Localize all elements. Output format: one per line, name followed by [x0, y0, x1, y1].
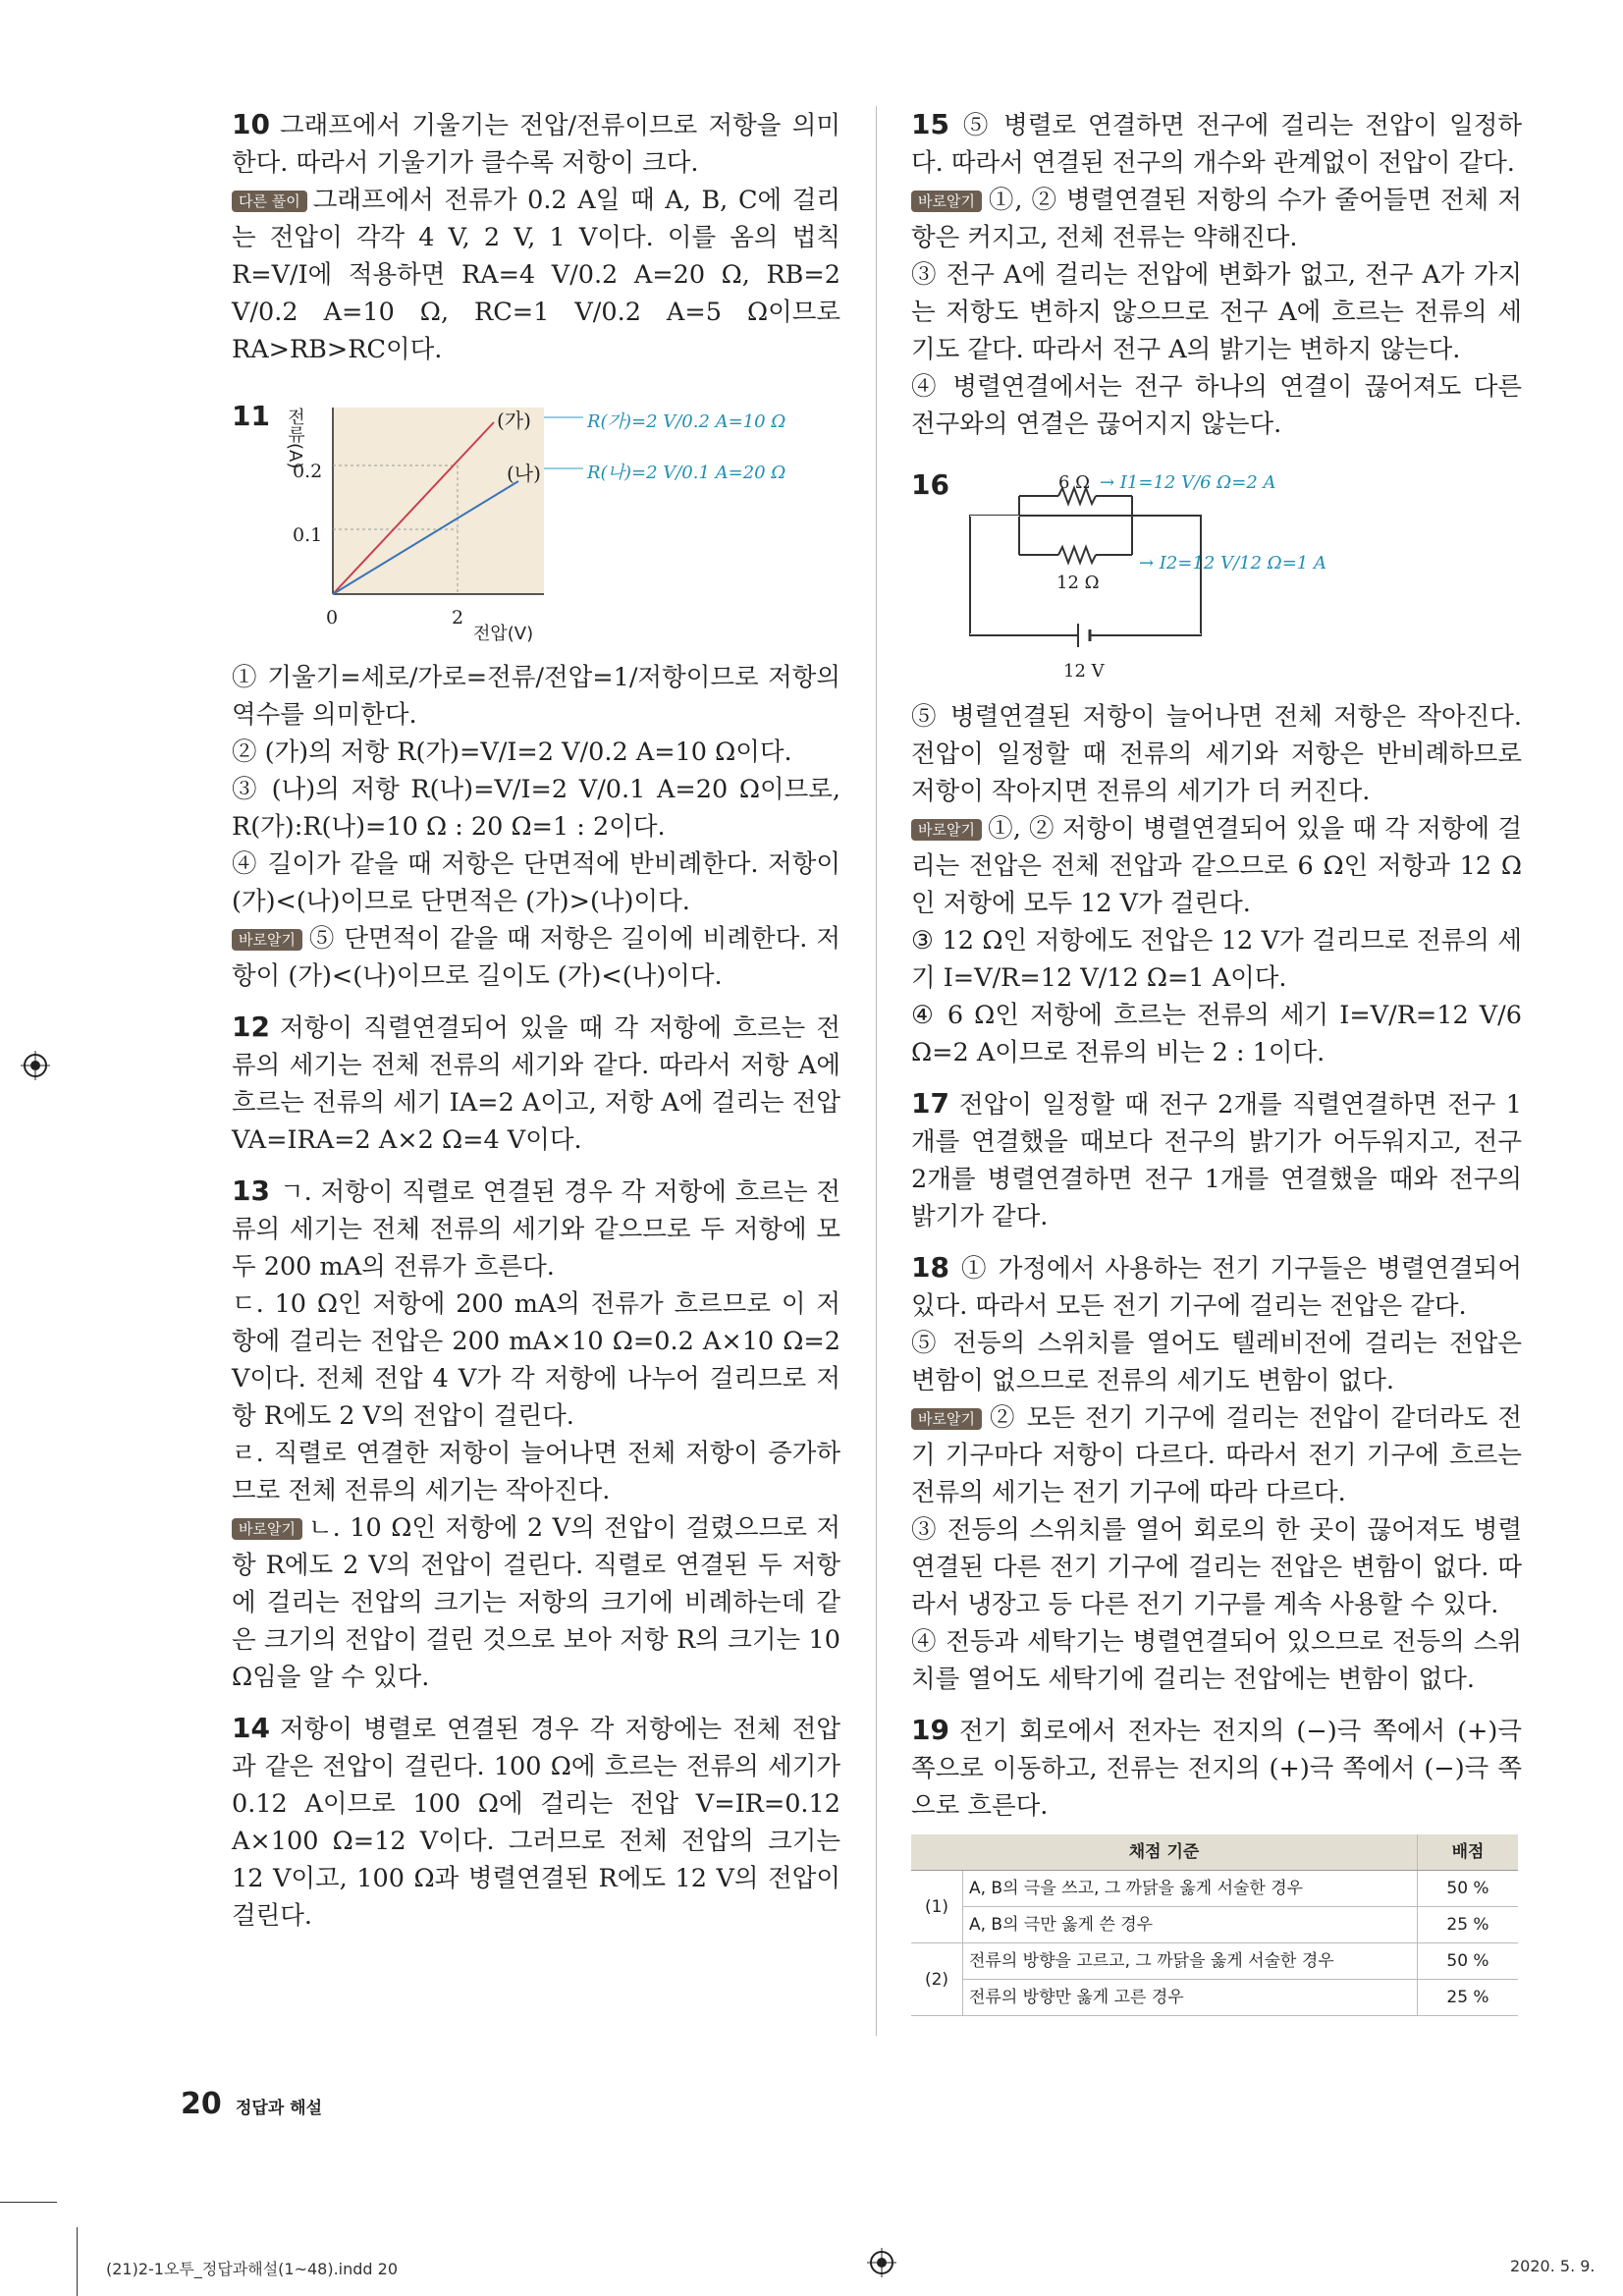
answer-text: ③ 전구 A에 걸리는 전압에 변화가 없고, 전구 A가 가지는 저항도 변하지 않으므로 전구 A에 흐르는 전류의 세기도 같다. 따라서 전구 A의 밝기는 변하지 않는다. [911, 260, 1522, 364]
question-number: 14 [232, 1712, 270, 1744]
table-row [911, 1907, 1518, 1943]
question-number: 13 [232, 1175, 270, 1207]
question-number: 12 [232, 1011, 270, 1043]
correction-tag: 바로알기 [232, 1518, 302, 1540]
correction-tag: 바로알기 [911, 819, 982, 841]
line-na-label: (나) [507, 462, 541, 485]
answer-19 [911, 1712, 1522, 2016]
alt-solution-tag: 다른 풀이 [232, 191, 307, 212]
origin-label: 0 [326, 607, 339, 629]
answer-text: ⑤ 단면적이 같을 때 저항은 길이에 비례한다. 저항이 (가)<(나)이므로 길이도 (가)<(나)이다. [232, 924, 840, 991]
answer-text: 그래프에서 기울기는 전압/전류이므로 저항을 의미한다. 따라서 기울기가 클수록 저항이 크다. [232, 111, 840, 178]
answer-13 [232, 1173, 840, 1696]
line-ga-label: (가) [497, 409, 531, 432]
question-number: 10 [232, 108, 270, 140]
answer-text: ⑤ 병렬로 연결하면 전구에 걸리는 전압이 일정하다. 따라서 연결된 전구의 개수와 관계없이 전압이 같다. [911, 111, 1522, 178]
answer-text: ① 기울기=세로/가로=전류/전압=1/저항이므로 저항의 역수를 의미한다. [232, 663, 840, 730]
answer-text: ④ 병렬연결에서는 전구 하나의 연결이 끊어져도 다른 전구와의 연결은 끊어지지 않는다. [911, 372, 1522, 439]
points-cell: 50 % [1418, 1943, 1519, 1980]
y-tick-01: 0.1 [293, 524, 323, 546]
answer-17 [911, 1085, 1522, 1235]
answer-10 [232, 106, 840, 368]
correction-tag: 바로알기 [232, 929, 302, 951]
equation-na: R(나)=2 V/0.1 A=20 Ω [587, 463, 786, 483]
question-number: 15 [911, 108, 949, 140]
resistor-12ohm-label: 12 Ω [1056, 573, 1100, 593]
answer-text: ⑤ 병렬연결된 저항이 늘어나면 전체 저항은 작아진다. 전압이 일정할 때 전류의 세기와 저항은 반비례하므로 저항이 작아지면 전류의 세기가 더 커진다. [911, 702, 1522, 806]
answer-text: 전기 회로에서 전자는 전지의 (−)극 쪽에서 (+)극 쪽으로 이동하고, 전류는 전지의 (+)극 쪽에서 (−)극 쪽으로 흐른다. [911, 1717, 1522, 1821]
answer-text: ㄹ. 직렬로 연결한 저항이 늘어나면 전체 저항이 증가하므로 전체 전류의 세기는 작아진다. [232, 1439, 840, 1505]
resistor-6ohm-label: 6 Ω [1058, 472, 1091, 493]
parallel-circuit-diagram [911, 466, 1522, 683]
crop-mark [0, 2202, 57, 2203]
current-voltage-graph [232, 398, 840, 643]
question-number: 16 [911, 468, 949, 501]
column-divider [876, 106, 877, 2036]
footer-date: 2020. 5. 9. [1510, 2257, 1596, 2275]
question-number: 19 [911, 1714, 949, 1746]
correction-tag: 바로알기 [911, 191, 982, 212]
answer-text: ⑤ 전등의 스위치를 열어도 텔레비전에 걸리는 전압은 변함이 없으므로 전류의 세기도 변함이 없다. [911, 1329, 1522, 1395]
left-column [232, 106, 840, 1948]
crop-mark [77, 2227, 78, 2296]
x-tick-2: 2 [452, 607, 464, 629]
answer-text: ④ 전등과 세탁기는 병렬연결되어 있으므로 전등의 스위치를 열어도 세탁기에 걸리는 전압에는 변함이 없다. [911, 1627, 1522, 1694]
answer-text: 그래프에서 전류가 0.2 A일 때 A, B, C에 걸리는 전압이 각각 4 V, 2 V, 1 V이다. 이를 옴의 법칙 R=V/I에 적용하면 RA=4 V/0.2 A=20 Ω, RB=2 V/0.2 A=10 Ω, RC=1 V/0.2 A=5 Ω이므로 RA>RB>RC이다. [232, 186, 840, 364]
answer-text: ② (가)의 저항 R(가)=V/I=2 V/0.2 A=10 Ω이다. [232, 738, 792, 767]
answer-text: 저항이 직렬연결되어 있을 때 각 저항에 흐르는 전류의 세기는 전체 전류의 세기와 같다. 따라서 저항 A에 흐르는 전류의 세기 IA=2 A이고, 저항 A에 걸리는 전압 VA=IRA=2 A×2 Ω=4 V이다. [232, 1013, 840, 1155]
points-cell: 25 % [1418, 1980, 1519, 2016]
table-row [911, 1871, 1518, 1907]
points-cell: 25 % [1418, 1907, 1519, 1943]
criteria-cell: A, B의 극만 옳게 쓴 경우 [963, 1907, 1418, 1943]
right-column [911, 106, 1522, 2030]
answer-16 [911, 466, 1522, 1071]
question-number: 11 [232, 400, 270, 432]
y-tick-02: 0.2 [293, 461, 323, 482]
answer-14 [232, 1710, 840, 1935]
answer-text: ③ 전등의 스위치를 열어 회로의 한 곳이 끊어져도 병렬연결된 다른 전기 기구에 걸리는 전압은 변함이 없다. 따라서 냉장고 등 다른 전기 기구를 계속 사용할 수 있다. [911, 1515, 1522, 1619]
loop-mask [970, 516, 1019, 517]
answer-text: ③ (나)의 저항 R(나)=V/I=2 V/0.1 A=20 Ω이므로, R(가):R(나)=10 Ω : 20 Ω=1 : 2이다. [232, 775, 840, 842]
table-header-row [911, 1834, 1518, 1871]
question-number: 18 [911, 1251, 949, 1284]
answer-18 [911, 1249, 1522, 1698]
answer-text: ④ 길이가 같을 때 저항은 단면적에 반비례한다. 저항이 (가)<(나)이므로 단면적은 (가)>(나)이다. [232, 849, 840, 916]
answer-15 [911, 106, 1522, 443]
current-i1: → I1=12 V/6 Ω=2 A [1100, 472, 1276, 493]
page-label: 정답과 해설 [236, 2099, 323, 2118]
points-header: 배점 [1418, 1834, 1519, 1871]
x-axis-label: 전압(V) [473, 624, 534, 644]
table-row [911, 1943, 1518, 1980]
answer-text: ㄴ. 10 Ω인 저항에 2 V의 전압이 걸렸으므로 저항 R에도 2 V의 전압이 걸린다. 직렬로 연결된 두 저항에 걸리는 전압의 크기는 저항의 크기에 비례하는데 같은 크기의 전압이 걸린 것으로 보아 저항 R의 크기는 10 Ω임을 알 수 있다. [232, 1513, 840, 1692]
answer-text: ①, ② 저항이 병렬연결되어 있을 때 각 저항에 걸리는 전압은 전체 전압과 같으므로 6 Ω인 저항과 12 Ω인 저항에 모두 12 V가 걸린다. [911, 814, 1522, 918]
battery-label: 12 V [1063, 661, 1105, 682]
answer-11 [232, 398, 840, 995]
footer-file-info: (21)2-1오투_정답과해설(1~48).indd 20 [106, 2260, 399, 2278]
answer-text: ③ 12 Ω인 저항에도 전압은 12 V가 걸리므로 전류의 세기 I=V/R=12 V/12 Ω=1 A이다. [911, 926, 1522, 993]
criteria-header: 채점 기준 [911, 1834, 1418, 1871]
criteria-cell: 전류의 방향을 고르고, 그 까닭을 옳게 서술한 경우 [963, 1943, 1418, 1980]
answer-12 [232, 1009, 840, 1159]
answer-text: ② 모든 전기 기구에 걸리는 전압이 같더라도 전기 기구마다 저항이 다르다. 따라서 전기 기구에 흐르는 전류의 세기는 전기 기구에 따라 다르다. [911, 1403, 1522, 1507]
registration-mark-icon [21, 1051, 50, 1080]
resistor-12ohm [1058, 547, 1096, 563]
criteria-cell: A, B의 극을 쓰고, 그 까닭을 옳게 서술한 경우 [963, 1871, 1418, 1907]
equation-ga: R(가)=2 V/0.2 A=10 Ω [587, 411, 786, 432]
answer-text: ㄷ. 10 Ω인 저항에 200 mA의 전류가 흐르므로 이 저항에 걸리는 전압은 200 mA×10 Ω=0.2 A×10 Ω=2 V이다. 전체 전압 4 V가 각 저항에 나누어 걸리므로 저항 R에도 2 V의 전압이 걸린다. [232, 1289, 840, 1431]
page-number: 20 [181, 2087, 222, 2121]
answer-text: 전압이 일정할 때 전구 2개를 직렬연결하면 전구 1개를 연결했을 때보다 전구의 밝기가 어두워지고, 전구 2개를 병렬연결하면 전구 1개를 연결했을 때와 전구의 밝기가 같다. [911, 1090, 1522, 1231]
correction-tag: 바로알기 [911, 1408, 982, 1430]
registration-mark-icon [867, 2248, 896, 2277]
answer-text: ④ 6 Ω인 저항에 흐르는 전류의 세기 I=V/R=12 V/6 Ω=2 A이므로 전류의 비는 2 : 1이다. [911, 1001, 1522, 1067]
table-row [911, 1980, 1518, 2016]
answer-text: ① 가정에서 사용하는 전기 기구들은 병렬연결되어 있다. 따라서 모든 전기 기구에 걸리는 전압은 같다. [911, 1254, 1522, 1321]
answer-text: 저항이 병렬로 연결된 경우 각 저항에는 전체 전압과 같은 전압이 걸린다. 100 Ω에 흐르는 전류의 세기가 0.12 A이므로 100 Ω에 걸리는 전압 V=IR=0.12 A×100 Ω=12 V이다. 그러므로 전체 전압의 크기는 12 V이고, 100 Ω과 병렬연결된 R에도 12 V의 전압이 걸린다. [232, 1715, 840, 1931]
scoring-table [911, 1834, 1518, 2016]
group-label: (1) [911, 1871, 963, 1943]
question-number: 17 [911, 1087, 949, 1120]
answer-text: ㄱ. 저항이 직렬로 연결된 경우 각 저항에 흐르는 전류의 세기는 전체 전류의 세기와 같으므로 두 저항에 모두 200 mA의 전류가 흐른다. [232, 1177, 840, 1282]
y-axis-label: 전류(A) [285, 408, 305, 469]
criteria-cell: 전류의 방향만 옳게 고른 경우 [963, 1980, 1418, 2016]
group-label: (2) [911, 1943, 963, 2016]
answer-text: ①, ② 병렬연결된 저항의 수가 줄어들면 전체 저항은 커지고, 전체 전류는 약해진다. [911, 186, 1522, 252]
points-cell: 50 % [1418, 1871, 1519, 1907]
current-i2: → I2=12 V/12 Ω=1 A [1139, 553, 1326, 574]
